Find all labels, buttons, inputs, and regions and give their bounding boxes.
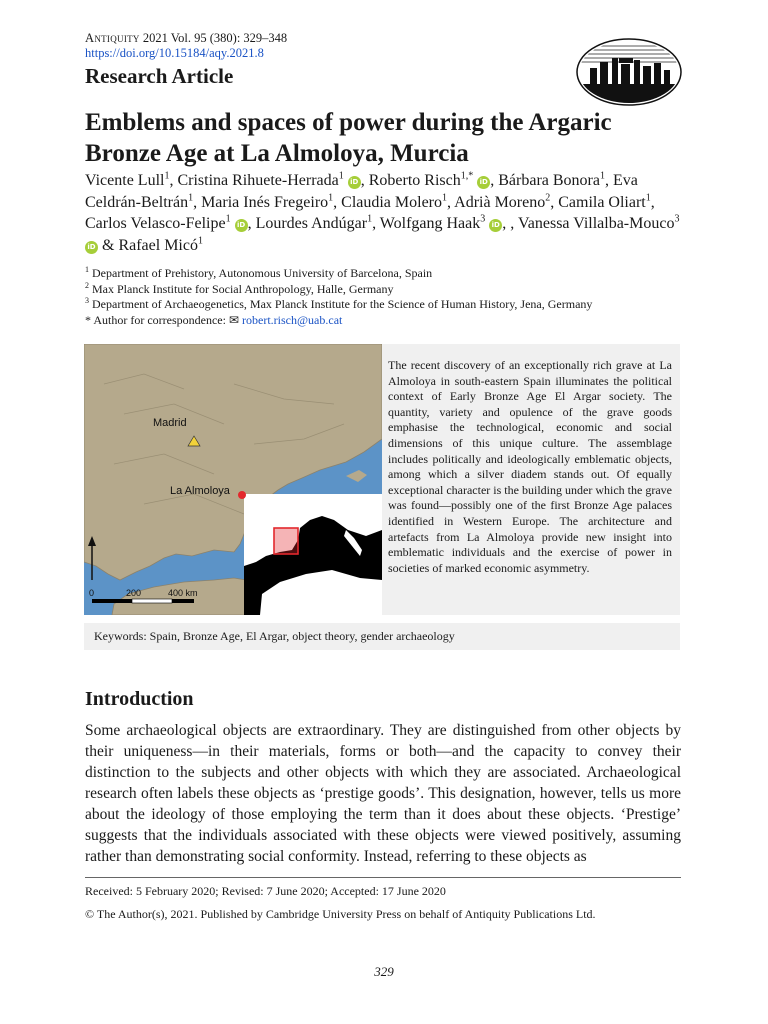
correspondence-email-link[interactable]: robert.risch@uab.cat: [242, 312, 343, 327]
doi-link[interactable]: https://doi.org/10.15184/aqy.2021.8: [85, 46, 264, 60]
correspondence-label: Author for correspondence:: [93, 312, 226, 327]
affiliation-number: 2: [85, 280, 89, 290]
author-name: , Bárbara Bonora: [490, 172, 600, 189]
author-name: Vicente Lull: [85, 172, 165, 189]
author-name: , Wolfgang Haak: [372, 215, 481, 232]
author-name: , Cristina Rihuete-Herrada: [169, 172, 339, 189]
title-line-2: Bronze Age at La Almoloya, Murcia: [85, 140, 469, 167]
author-list: [85, 170, 685, 256]
copyright-notice: © The Author(s), 2021. Published by Cambridge University Press on behalf of Antiquity Publications Ltd.: [85, 907, 596, 921]
inset-location-box: [274, 528, 298, 554]
map-label-site: La Almoloya: [170, 485, 230, 497]
abstract-text: The recent discovery of an exceptionally rich grave at La Almoloya in south-eastern Spain illuminates the political context of Early Bronze Age El Argar society. The quantity, variety and opulence of the grave goods emphasise the technological, economic and social dimensions of this unique culture. The assemblage includes politically and ideologically emblematic objects, among which a silver diadem stands out. Of equally exceptional character is the building under which the grave was found—possibly one of the first Bronze Age palaces identified in Western Europe. The architecture and artefacts from La Almoloya provide new insight into emblematic individuals and the exercise of power in societies of marked economic asymmetry.: [388, 358, 672, 575]
affiliation-item: [85, 266, 685, 282]
author-name: , Maria Inés Fregeiro: [193, 193, 329, 211]
title-line-1: Emblems and spaces of power during the Argaric: [85, 109, 612, 136]
author-name: , Vanessa Villalba-Mouco: [510, 215, 675, 232]
keywords-text: Keywords: Spain, Bronze Age, El Argar, object theory, gender archaeology: [94, 629, 455, 643]
keywords-box: [84, 623, 680, 650]
abstract-box: [84, 344, 680, 615]
site-marker-icon: [238, 491, 246, 499]
author-name: , Roberto Risch: [360, 172, 461, 189]
author-affil-sup: 1: [225, 213, 231, 225]
affiliation-text: Max Planck Institute for Social Anthropology, Halle, Germany: [92, 281, 394, 296]
scale-label-400: 400 km: [168, 588, 198, 598]
author-name: , Lourdes Andúgar: [247, 215, 368, 232]
section-heading-introduction: Introduction: [85, 688, 194, 710]
author-affil-sup: 1: [197, 235, 203, 247]
author-name: , Camila Oliart: [550, 193, 646, 211]
scale-bar-dark: [92, 599, 132, 603]
orcid-icon[interactable]: iD: [477, 176, 490, 189]
location-map: [84, 344, 382, 615]
footer-divider: [85, 877, 681, 878]
author-affil-sup: 1: [328, 192, 334, 204]
page-number: 329: [374, 964, 394, 979]
affiliation-number: 1: [85, 265, 89, 274]
affiliation-number: 3: [85, 296, 89, 305]
orcid-icon[interactable]: iD: [348, 176, 361, 189]
author-affil-sup: 1: [367, 213, 373, 225]
envelope-icon: ✉: [228, 312, 240, 327]
scale-label-0: 0: [89, 588, 95, 598]
author-affil-sup: 1: [442, 192, 448, 204]
author-affil-sup: 1: [338, 170, 344, 182]
orcid-icon[interactable]: iD: [489, 219, 502, 232]
author-affil-sup: 2: [545, 192, 551, 204]
author-affil-sup: 3: [480, 213, 486, 225]
article-title: [85, 107, 695, 169]
author-affil-sup: 1: [164, 170, 170, 182]
author-affil-sup: 1: [188, 192, 194, 204]
introduction-body: [85, 720, 681, 867]
body-paragraph: Some archaeological objects are extraordinary. They are distinguished from other objects by their uniqueness—in their materials, forms or both—and the capacity to convey their distinction to the subjects and other objects with which they are associated. Archaeological research often labels these objects as ‘prestige goods’. This designation, however, tells us more about the ideology of those employing the term than it does about these objects. ‘Prestige’ suggests that the individuals associated with these objects were viewed positively, assuming rather than demonstrating social conformity. Instead, referring to these objects as: [85, 722, 681, 865]
author-affil-sup: 1: [599, 170, 605, 182]
orcid-icon[interactable]: iD: [85, 241, 98, 254]
author-separator: ,: [502, 215, 507, 232]
affiliation-item: [85, 282, 685, 298]
author-name: , Adrià Moreno: [447, 193, 546, 211]
journal-logo-emblem: [576, 38, 682, 106]
article-type: Research Article: [85, 64, 234, 88]
correspondence-mark: *: [85, 312, 91, 327]
received-dates: Received: 5 February 2020; Revised: 7 June 2020; Accepted: 17 June 2020: [85, 884, 446, 898]
author-name: , Carlos Velasco-Felipe: [85, 193, 655, 232]
orcid-icon[interactable]: iD: [235, 219, 248, 232]
author-name: & Rafael Micó: [98, 236, 198, 254]
affiliations: [85, 266, 685, 328]
journal-name: Antiquity: [85, 31, 140, 45]
author-name: , Claudia Molero: [333, 193, 443, 211]
author-affil-sup: 1: [645, 192, 651, 204]
volume-info: 2021 Vol. 95 (380): 329–348: [142, 31, 288, 45]
affiliation-item: [85, 297, 685, 313]
correspondence-line: [85, 313, 685, 329]
scale-bar-dark-2: [172, 599, 194, 603]
map-label-madrid: Madrid: [153, 417, 187, 429]
author-affil-sup: 1,*: [460, 170, 474, 182]
scale-label-200: 200: [126, 588, 142, 598]
author-name: , Eva Celdrán-Beltrán: [85, 172, 638, 211]
affiliation-text: Department of Archaeogenetics, Max Planck Institute for the Science of Human History, Jena, Germany: [92, 297, 593, 311]
affiliation-text: Department of Prehistory, Autonomous University of Barcelona, Spain: [92, 266, 433, 280]
scale-bar-light: [132, 599, 172, 603]
author-affil-sup: 3: [674, 213, 680, 225]
journal-citation: [85, 31, 287, 46]
